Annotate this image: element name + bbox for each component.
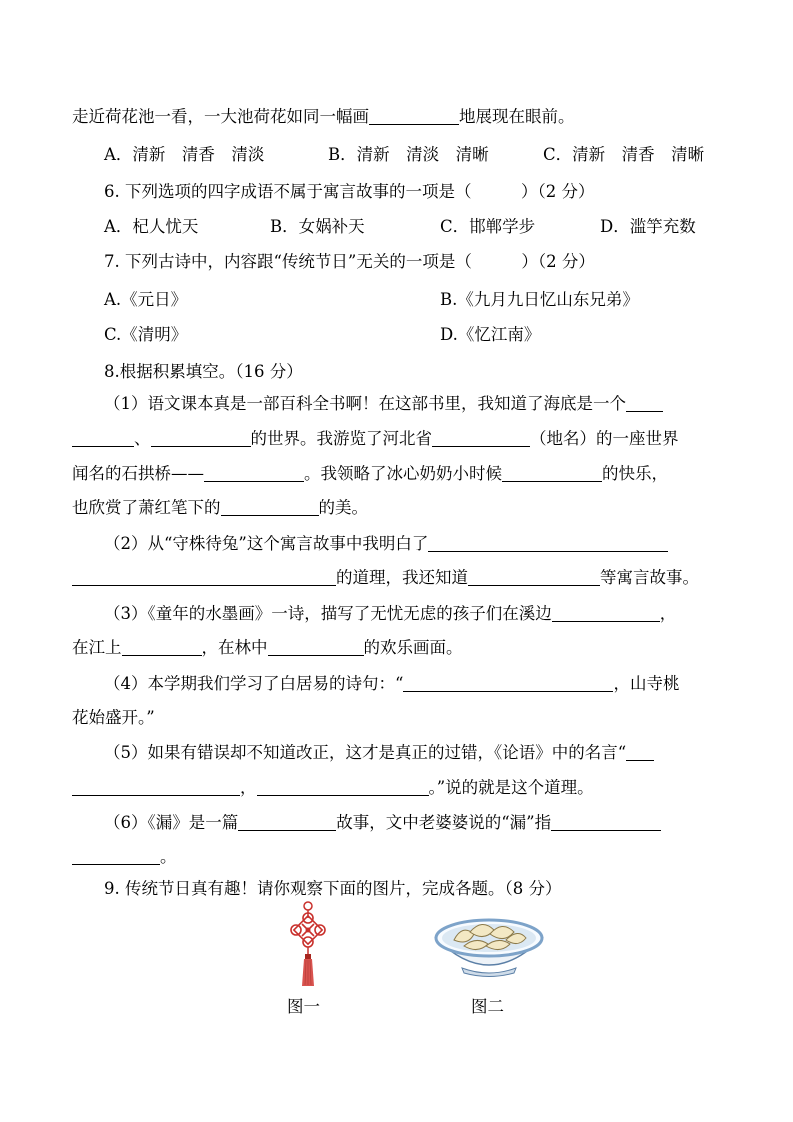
answer-blank[interactable]	[221, 497, 319, 516]
q8-p3-line1: （3）《童年的水墨画》一诗，描写了无忧无虑的孩子们在溪边 ，	[104, 604, 677, 623]
answer-blank[interactable]	[151, 428, 251, 447]
answer-blank[interactable]	[72, 777, 240, 796]
q6-option-b[interactable]: B．女娲补天	[270, 217, 365, 236]
answer-blank[interactable]	[72, 846, 160, 865]
answer-blank[interactable]	[268, 637, 364, 656]
answer-blank[interactable]	[626, 742, 654, 761]
q6-option-d[interactable]: D．滥竽充数	[600, 217, 696, 236]
q8-p1-line4: 也欣赏了萧红笔下的 的美。	[72, 498, 368, 517]
q8-p2-line2: 的道理，我还知道 等寓言故事。	[72, 566, 699, 590]
q8-title: 8.根据积累填空。（16 分）	[104, 362, 303, 381]
dumpling-bowl-icon	[432, 910, 546, 980]
answer-blank[interactable]	[72, 428, 134, 447]
q8-p6-line2: 。	[72, 845, 177, 869]
answer-blank[interactable]	[369, 106, 459, 125]
q8-p5-line1: （5）如果有错误却不知道改正，这才是真正的过错，《论语》中的名言“	[104, 741, 654, 765]
q6-stem: 6. 下列选项的四字成语不属于寓言故事的一项是（ ）（2 分）	[104, 182, 595, 201]
answer-blank[interactable]	[238, 812, 336, 831]
answer-blank[interactable]	[72, 567, 336, 586]
q5-option-a[interactable]: A．清新 清香 清淡	[104, 145, 265, 164]
q6-option-c[interactable]: C．邯郸学步	[440, 217, 536, 236]
q5-stem: 走近荷花池一看，一大池荷花如同一幅画 地展现在眼前。	[72, 107, 575, 126]
q8-p6-line1: （6）《漏》是一篇 故事，文中老婆婆说的“漏”指	[104, 811, 661, 835]
q8-p1-line2: 、 的世界。我游览了河北省 （地名）的一座世界	[72, 427, 679, 451]
q7-option-c[interactable]: C.《清明》	[104, 325, 188, 344]
q8-p1-line1: （1）语文课本真是一部百科全书啊！在这部书里，我知道了海底是一个	[104, 392, 663, 416]
q8-p4-line1: （4）本学期我们学习了白居易的诗句：“ ，山寺桃	[104, 674, 680, 693]
q5-option-b[interactable]: B．清新 清淡 清晰	[328, 145, 489, 164]
q8-p1-line3: 闻名的石拱桥—— 。我领略了冰心奶奶小时候 的快乐，	[72, 464, 668, 483]
q8-p4-line2: 花始盛开。”	[72, 708, 155, 727]
answer-blank[interactable]	[552, 603, 660, 622]
answer-blank[interactable]	[468, 567, 600, 586]
q8-p3-line2: 在江上 ，在林中 的欢乐画面。	[72, 638, 463, 657]
answer-blank[interactable]	[257, 777, 429, 796]
q9-stem: 9. 传统节日真有趣！请你观察下面的图片，完成各题。（8 分）	[104, 879, 562, 898]
q7-option-b[interactable]: B.《九月九日忆山东兄弟》	[440, 290, 639, 309]
q8-p2-line1: （2）从“守株待兔”这个寓言故事中我明白了	[104, 532, 668, 556]
q5-option-c[interactable]: C．清新 清香 清晰	[543, 145, 705, 164]
q7-option-d[interactable]: D.《忆江南》	[440, 325, 541, 344]
answer-blank[interactable]	[432, 428, 530, 447]
figure-1-caption: 图一	[287, 997, 320, 1016]
answer-blank[interactable]	[403, 673, 613, 692]
q8-p5-line2: ， 。”说的就是这个道理。	[72, 776, 594, 800]
answer-blank[interactable]	[428, 533, 668, 552]
q6-option-a[interactable]: A．杞人忧天	[104, 217, 199, 236]
answer-blank[interactable]	[122, 637, 202, 656]
answer-blank[interactable]	[204, 463, 304, 482]
figure-2-caption: 图二	[471, 997, 504, 1016]
q7-option-a[interactable]: A.《元日》	[104, 290, 188, 309]
answer-blank[interactable]	[626, 393, 663, 412]
answer-blank[interactable]	[502, 463, 602, 482]
chinese-knot-icon	[280, 900, 336, 990]
answer-blank[interactable]	[551, 812, 661, 831]
q7-stem: 7. 下列古诗中，内容跟“传统节日”无关的一项是（ ）（2 分）	[104, 252, 595, 271]
